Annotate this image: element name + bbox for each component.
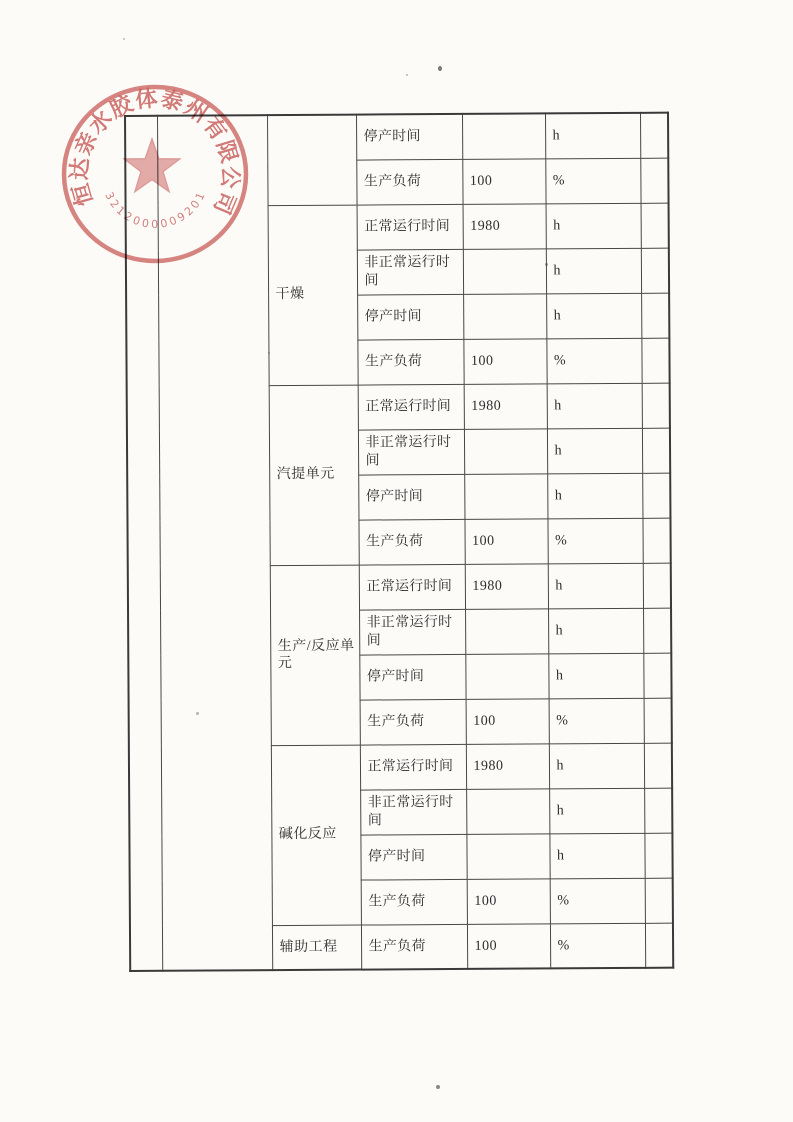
cell-row-label: 停产时间 — [359, 654, 465, 700]
cell-unit: % — [550, 878, 645, 924]
cell-unit: % — [546, 338, 641, 384]
cell-group-label: 干燥 — [268, 205, 358, 386]
cell-unit: h — [546, 293, 641, 339]
cell-group-label: 碱化反应 — [271, 745, 361, 926]
cell-row-label: 生产负荷 — [361, 879, 467, 925]
cell-unit: h — [548, 653, 643, 699]
cell-value — [466, 788, 549, 834]
scan-speck — [436, 1085, 440, 1089]
cell-blank — [641, 338, 669, 383]
cell-row-label: 生产负荷 — [360, 699, 466, 745]
scan-speck — [196, 712, 199, 715]
cell-value — [464, 428, 547, 474]
cell-unit: h — [547, 473, 642, 519]
cell-value: 100 — [467, 923, 550, 969]
cell-value: 100 — [464, 518, 547, 564]
cell-group-label: 生产/反应单元 — [270, 565, 360, 746]
cell-value: 1980 — [466, 743, 549, 789]
cell-blank — [643, 563, 671, 608]
cell-row-label: 非正常运行时间 — [358, 429, 464, 475]
cell-left-margin-column — [125, 116, 162, 971]
cell-row-label: 停产时间 — [360, 834, 466, 880]
cell-blank — [641, 203, 669, 248]
cell-value — [466, 833, 549, 879]
cell-blank — [644, 788, 672, 833]
cell-blank — [641, 293, 669, 338]
cell-row-label: 生产负荷 — [357, 339, 463, 385]
cell-value — [464, 473, 547, 519]
cell-value — [462, 113, 545, 159]
cell-row-label: 生产负荷 — [358, 519, 464, 565]
cell-unit: h — [549, 743, 644, 789]
cell-group-label — [267, 115, 357, 206]
cell-blank — [643, 653, 671, 698]
cell-row-label: 正常运行时间 — [357, 204, 463, 250]
cell-value — [463, 293, 546, 339]
scan-speck — [545, 263, 548, 266]
cell-value: 1980 — [463, 203, 546, 249]
cell-blank — [642, 383, 670, 428]
cell-value: 100 — [467, 878, 550, 924]
cell-unit: h — [549, 833, 644, 879]
cell-row-label: 停产时间 — [356, 114, 462, 160]
scan-speck — [268, 352, 270, 354]
cell-row-label: 非正常运行时间 — [360, 789, 466, 835]
cell-blank — [641, 248, 669, 293]
cell-unit: % — [545, 158, 640, 204]
cell-value — [463, 248, 546, 294]
cell-unit: h — [547, 383, 642, 429]
cell-blank — [645, 878, 673, 923]
cell-value: 100 — [463, 338, 546, 384]
cell-row-label: 停产时间 — [357, 294, 463, 340]
cell-blank — [642, 473, 670, 518]
scan-speck — [123, 38, 125, 40]
cell-row-label: 非正常运行时间 — [359, 609, 465, 655]
cell-unit: % — [547, 518, 642, 564]
cell-unit: h — [546, 248, 641, 294]
cell-group-label: 辅助工程 — [272, 925, 361, 971]
cell-unit: h — [548, 608, 643, 654]
seal-company-name: 恒达亲水胶体泰州有限公司 — [66, 85, 244, 220]
cell-unit: h — [545, 113, 640, 159]
cell-value: 1980 — [464, 383, 547, 429]
cell-row-label: 正常运行时间 — [359, 564, 465, 610]
cell-value: 100 — [466, 698, 549, 744]
cell-row-label: 非正常运行时间 — [357, 249, 463, 295]
cell-blank — [645, 923, 673, 968]
cell-group-label: 汽提单元 — [269, 385, 359, 566]
operation-time-table — [124, 112, 674, 972]
cell-row-label: 正常运行时间 — [360, 744, 466, 790]
cell-row-label: 正常运行时间 — [358, 384, 464, 430]
cell-row-label: 停产时间 — [358, 474, 464, 520]
cell-unit: % — [550, 923, 645, 969]
cell-blank — [640, 158, 668, 203]
scan-speck — [438, 66, 442, 71]
cell-unit: h — [546, 203, 641, 249]
cell-value: 1980 — [465, 563, 548, 609]
cell-value — [465, 653, 548, 699]
cell-blank — [642, 428, 670, 473]
cell-unit: h — [548, 563, 643, 609]
cell-unit: % — [549, 698, 644, 744]
cell-value — [465, 608, 548, 654]
cell-blank — [640, 113, 668, 158]
seal-serial-number: 3212000009201 — [102, 187, 209, 232]
cell-row-label: 生产负荷 — [356, 159, 462, 205]
cell-blank — [643, 608, 671, 653]
cell-unit: h — [549, 788, 644, 834]
cell-blank — [644, 698, 672, 743]
cell-value: 100 — [462, 158, 545, 204]
cell-row-label: 生产负荷 — [361, 924, 467, 970]
cell-blank — [642, 518, 670, 563]
cell-blank — [644, 743, 672, 788]
scan-speck — [406, 74, 408, 76]
cell-unit: h — [547, 428, 642, 474]
cell-blank — [644, 833, 672, 878]
table-row — [125, 113, 668, 161]
cell-category-column — [157, 115, 272, 971]
